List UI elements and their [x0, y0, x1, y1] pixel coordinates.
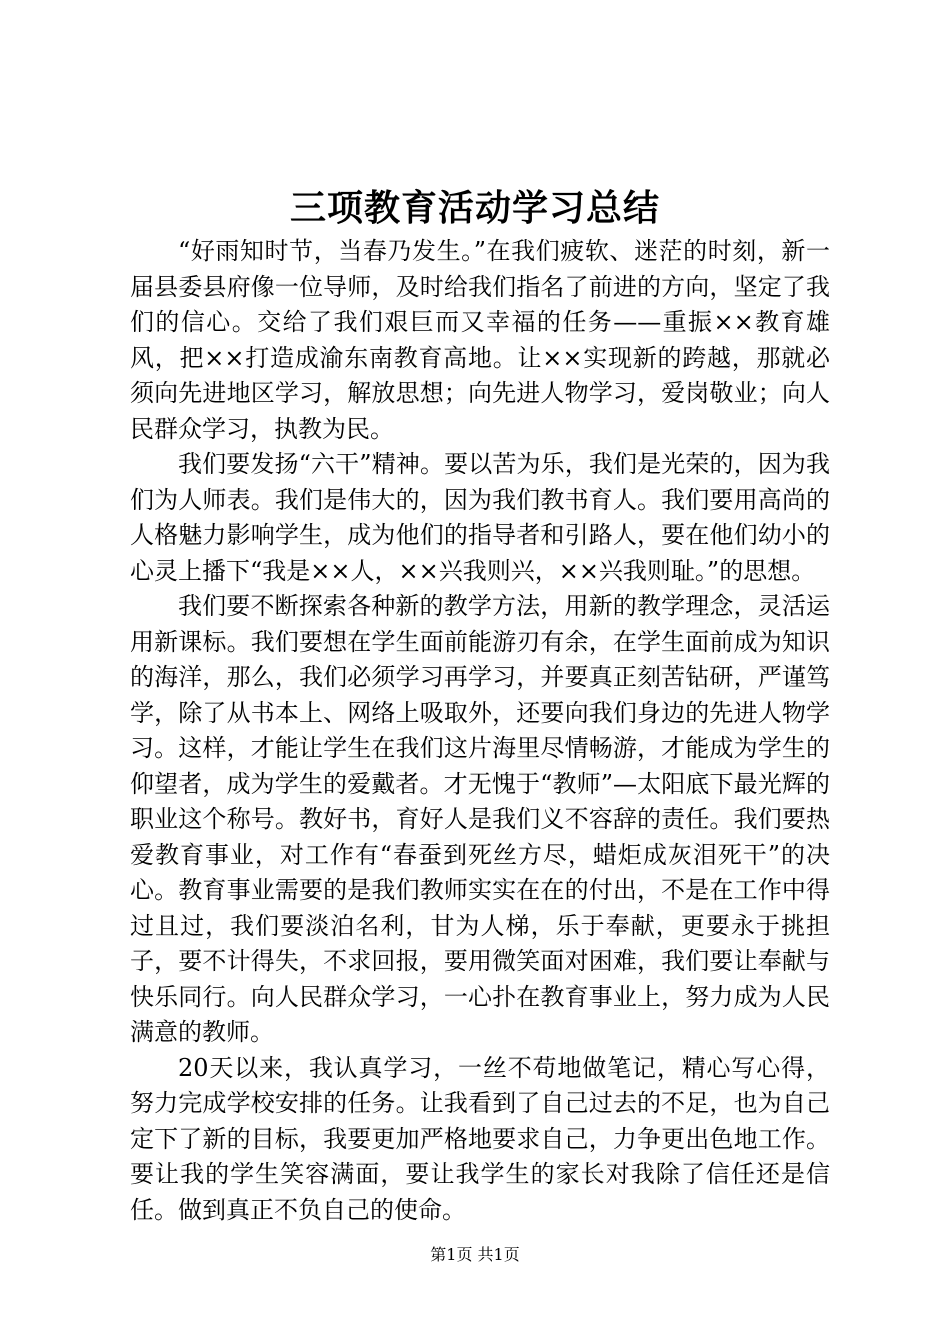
paragraph: “好雨知时节，当春乃发生。”在我们疲软、迷茫的时刻，新一届县委县府像一位导师，及时给我们指名了前进的方向，坚定了我们的信心。交给了我们艰巨而又幸福的任务——重振××教育雄风，把××打造成渝东南教育高地。让××实现新的跨越，那就必须向先进地区学习，解放思想；向先进人物学习，爱岗敬业；向人民群众学习，执教为民。 [130, 237, 830, 443]
document-title: 三项教育活动学习总结 [289, 187, 660, 229]
page-footer: 第1页 共1页 [430, 1245, 520, 1264]
paragraph: 我们要不断探索各种新的教学方法，用新的教学理念，灵活运用新课标。我们要想在学生面前能游刃有余，在学生面前成为知识的海洋，那么，我们必须学习再学习，并要真正刻苦钻研，严谨笃学，除了从书本上、网络上吸取外，还要向我们身边的先进人物学习。这样，才能让学生在我们这片海里尽情畅游，才能成为学生的仰望者，成为学生的爱戴者。才无愧于“教师”—太阳底下最光辉的职业这个称号。教好书，育好人是我们义不容辞的责任。我们要热爱教育事业，对工作有“春蚕到死丝方尽，蜡炬成灰泪死干”的决心。教育事业需要的是我们教师实实在在的付出，不是在工作中得过且过，我们要淡泊名利，甘为人梯，乐于奉献，更要永于挑担子，要不计得失，不求回报，要用微笑面对困难，我们要让奉献与快乐同行。向人民群众学习，一心扑在教育事业上，努力成为人民满意的教师。 [130, 592, 830, 1046]
document-body [130, 234, 830, 1228]
paragraph: 我们要发扬“六干”精神。要以苦为乐，我们是光荣的，因为我们为人师表。我们是伟大的，因为我们教书育人。我们要用高尚的人格魅力影响学生，成为他们的指导者和引路人，要在他们幼小的心灵上播下“我是××人，××兴我则兴，××兴我则耻。”的思想。 [130, 450, 830, 585]
paragraph: 20天以来，我认真学习，一丝不苟地做笔记，精心写心得，努力完成学校安排的任务。让我看到了自己过去的不足，也为自己定下了新的目标，我要更加严格地要求自己，力争更出色地工作。要让我的学生笑容满面，要让我学生的家长对我除了信任还是信任。做到真正不负自己的使命。 [130, 1053, 830, 1224]
